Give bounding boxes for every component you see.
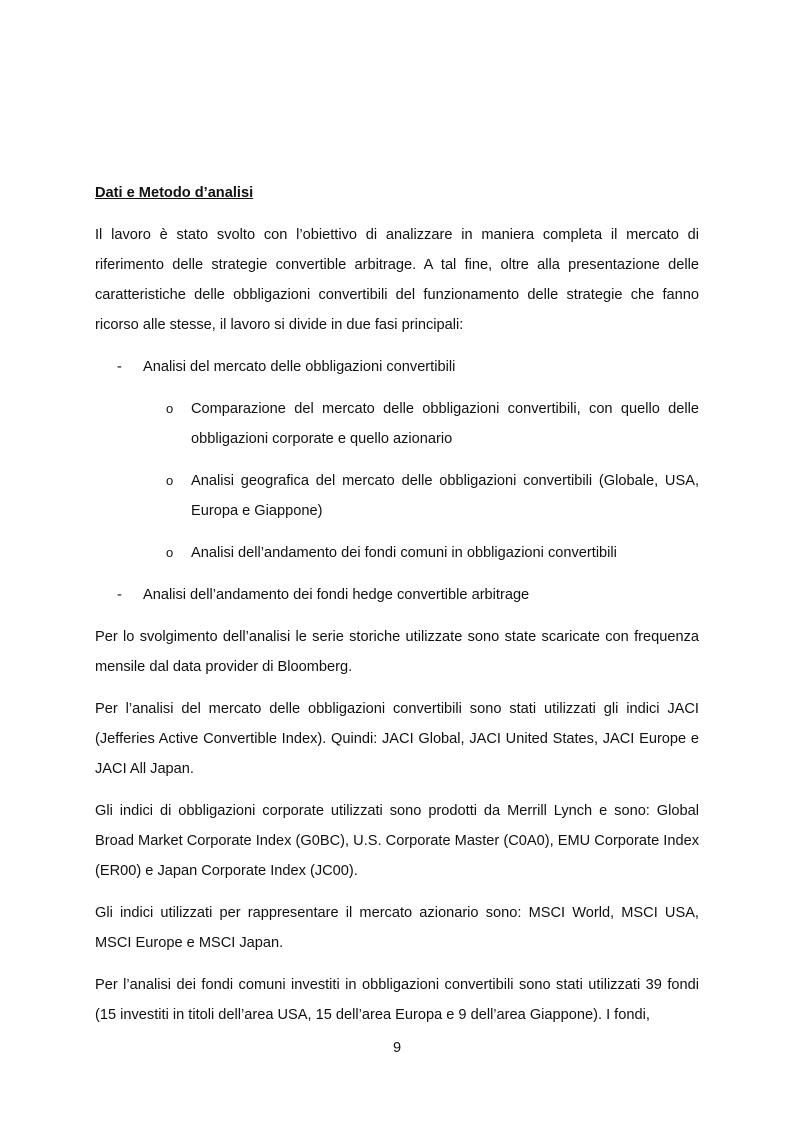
body-paragraph: Per lo svolgimento dell’analisi le serie storiche utilizzate sono state scaricate con frequenza mensile dal data provider di Bloomberg.	[95, 629, 699, 675]
dash-bullet: -	[117, 587, 122, 603]
body-paragraph: Gli indici utilizzati per rappresentare il mercato azionario sono: MSCI World, MSCI USA, MSCI Europe e MSCI Japan.	[95, 905, 699, 951]
sub-list-item-text: Analisi geografica del mercato delle obbligazioni convertibili (Globale, USA, Europa e Giappone)	[191, 473, 699, 519]
intro-paragraph: Il lavoro è stato svolto con l’obiettivo di analizzare in maniera completa il mercato di riferimento delle strategie convertible arbitrage. A tal fine, oltre alla presentazione delle caratteristiche delle obbligazioni convertibili del funzionamento delle strategie che fanno ricorso alle stesse, il lavoro si divide in due fasi principali:	[95, 227, 699, 333]
page-number: 9	[392, 1040, 402, 1056]
body-paragraph: Per l’analisi del mercato delle obbligazioni convertibili sono stati utilizzati gli indici JACI (Jefferies Active Convertible Index). Quindi: JACI Global, JACI United States, JACI Europe e JACI All Japan.	[95, 701, 699, 777]
list-item	[95, 580, 699, 610]
list-item-text: Analisi del mercato delle obbligazioni convertibili	[143, 359, 456, 375]
page-body	[95, 178, 699, 1042]
circle-bullet: o	[166, 401, 174, 416]
list-item-text: Analisi dell’andamento dei fondi hedge convertible arbitrage	[143, 587, 530, 603]
circle-bullet: o	[166, 545, 174, 560]
sub-list-item	[95, 394, 699, 454]
section-heading: Dati e Metodo d’analisi	[95, 185, 254, 201]
sub-list-item	[95, 538, 699, 568]
sub-list-item-text: Comparazione del mercato delle obbligazioni convertibili, con quello delle obbligazioni corporate e quello azionario	[191, 401, 699, 447]
sub-list-item	[95, 466, 699, 526]
circle-bullet: o	[166, 473, 174, 488]
body-paragraph: Gli indici di obbligazioni corporate utilizzati sono prodotti da Merrill Lynch e sono: Global Broad Market Corporate Index (G0BC), U.S. Corporate Master (C0A0), EMU Corporate Index (ER00) e Japan Corporate Index (JC00).	[95, 803, 699, 879]
sub-list-item-text: Analisi dell’andamento dei fondi comuni in obbligazioni convertibili	[191, 545, 617, 561]
dash-bullet: -	[117, 359, 122, 375]
list-item	[95, 352, 699, 382]
body-paragraph: Per l’analisi dei fondi comuni investiti in obbligazioni convertibili sono stati utilizzati 39 fondi (15 investiti in titoli dell’area USA, 15 dell’area Europa e 9 dell’area Giappone). I fondi,	[95, 977, 699, 1023]
